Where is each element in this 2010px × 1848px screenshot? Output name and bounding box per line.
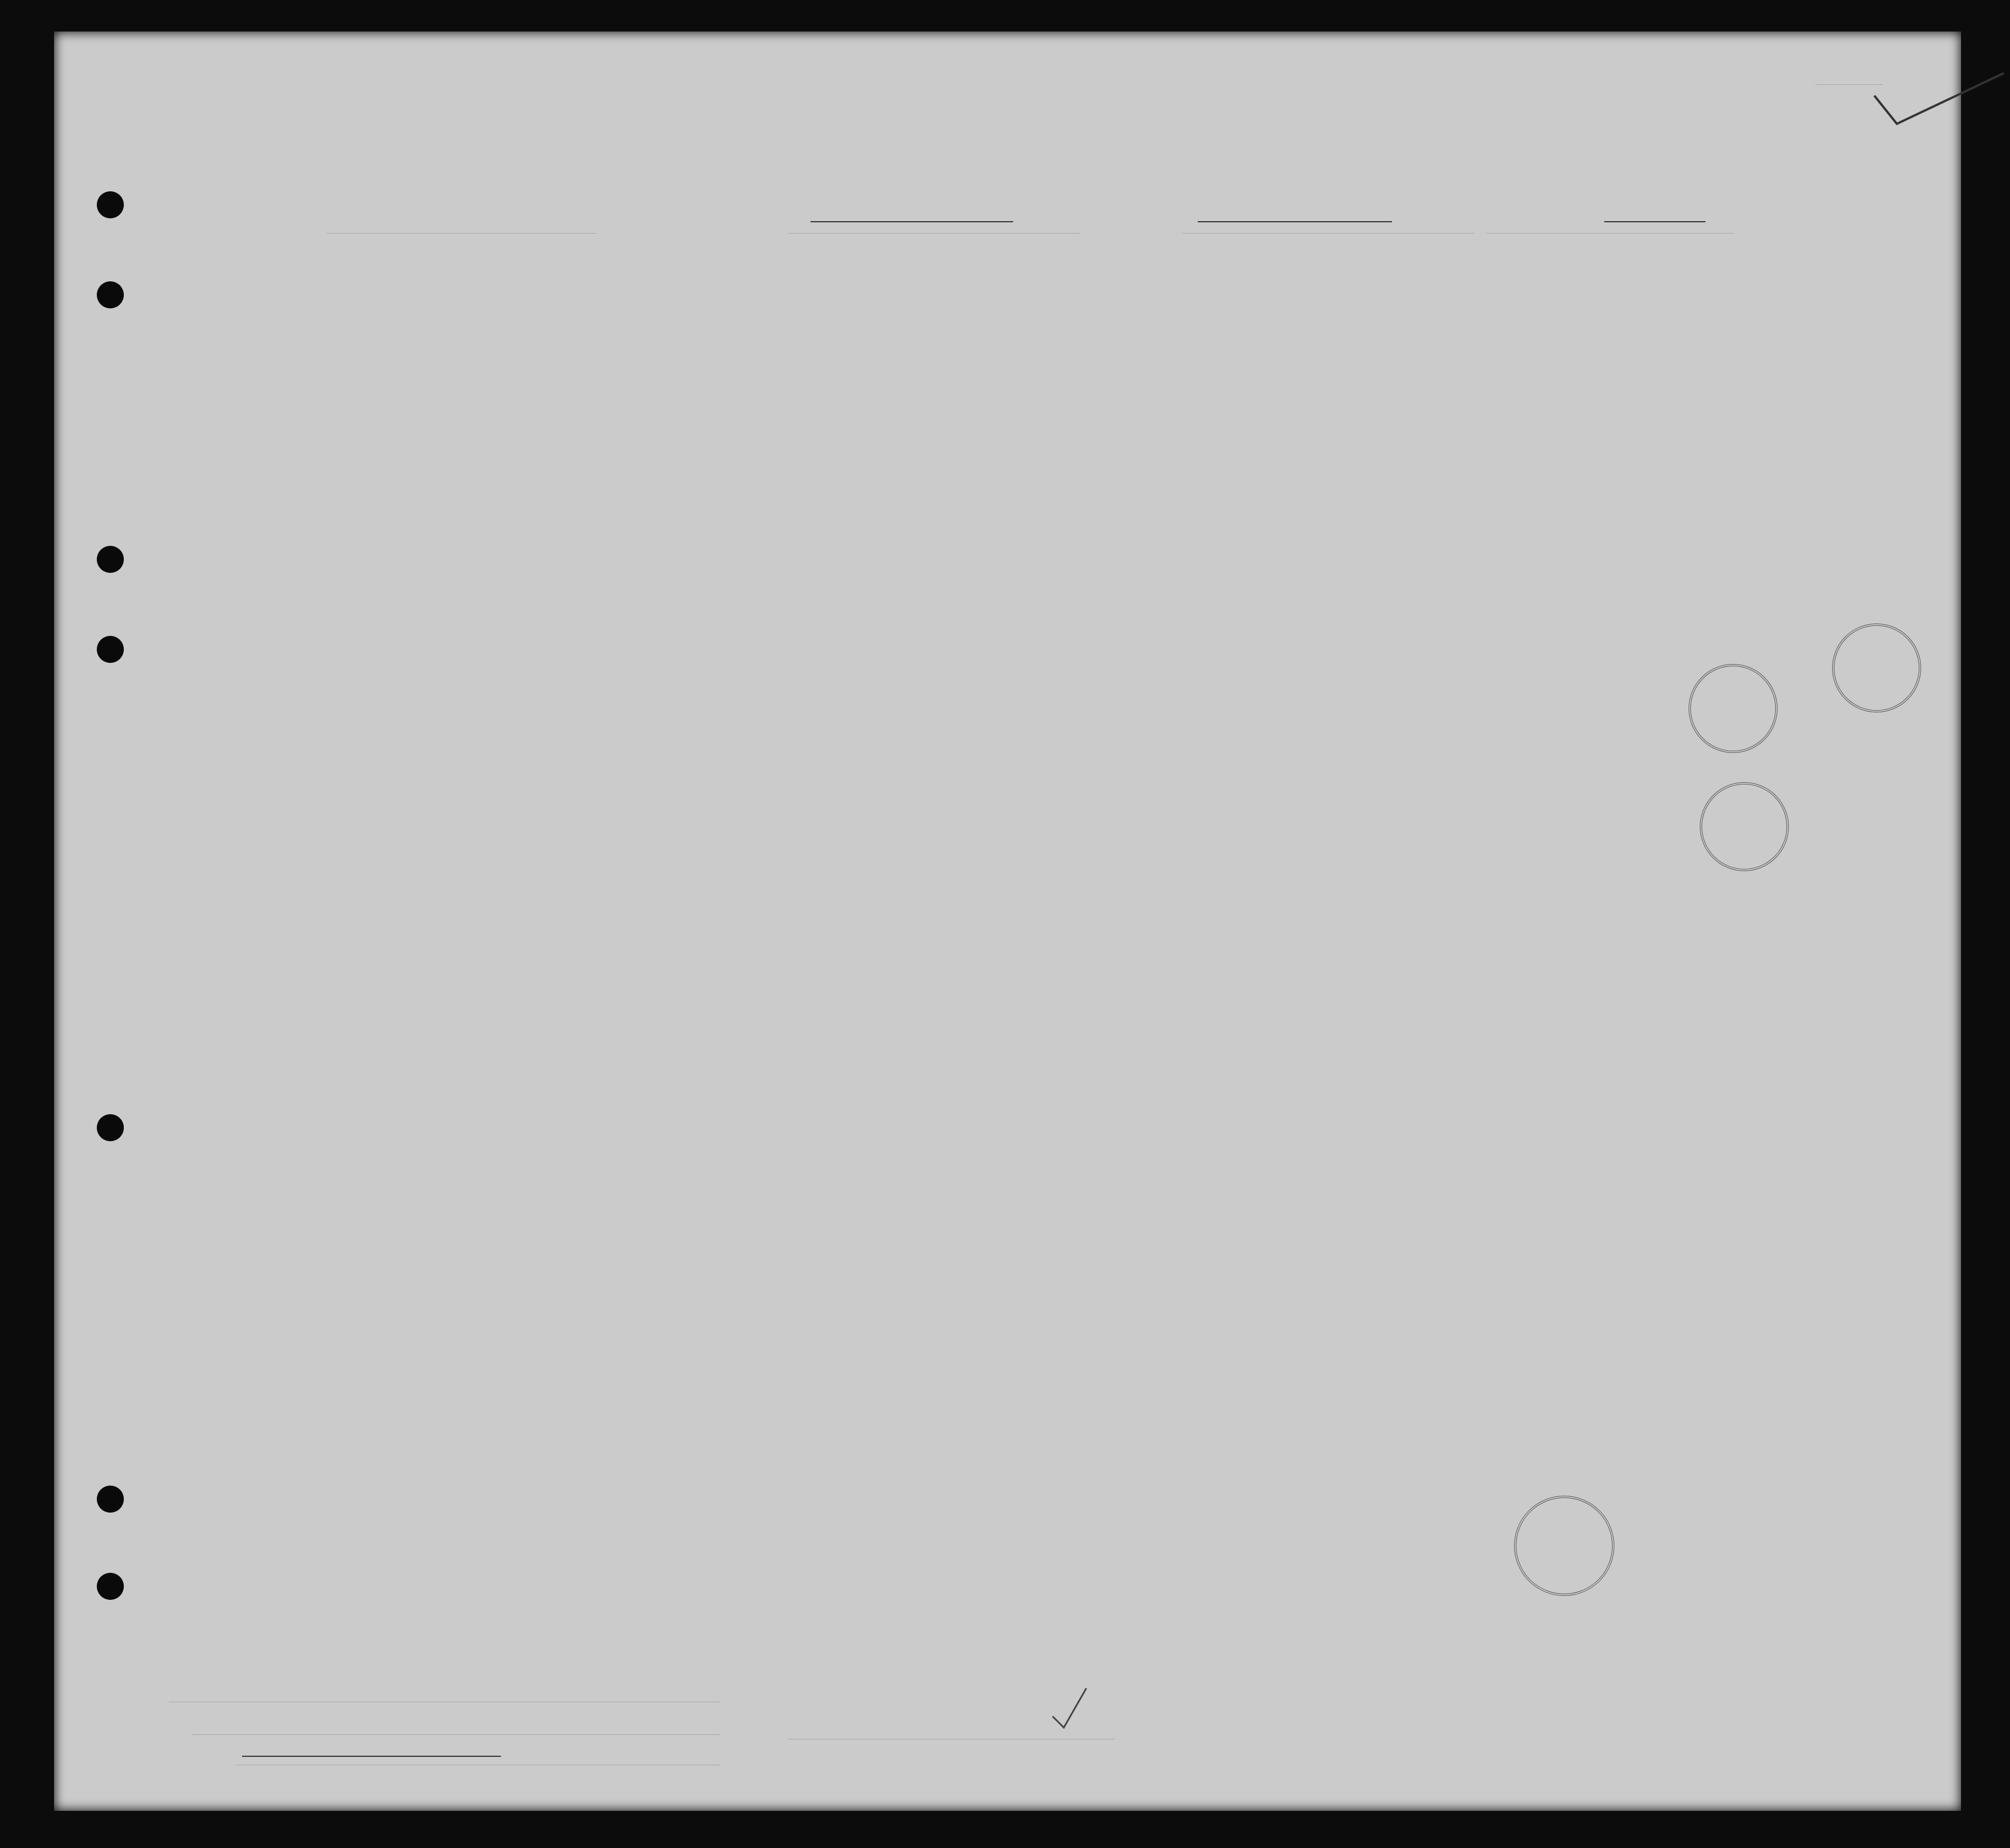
check-mark-icon: [1047, 1683, 1092, 1733]
manifest-sheet: [54, 32, 1961, 1811]
consulate-stamp: [1832, 624, 1921, 712]
punch-hole: [97, 546, 124, 573]
consulate-stamp: [1689, 664, 1778, 753]
punch-hole: [97, 191, 124, 218]
punch-hole: [97, 1573, 124, 1600]
punch-hole: [97, 636, 124, 663]
consulate-stamp: [1700, 782, 1789, 871]
punch-hole: [97, 1114, 124, 1141]
consulate-stamp: [1514, 1496, 1614, 1596]
punch-hole: [97, 281, 124, 308]
check-mark-icon: [1869, 62, 2009, 135]
punch-hole: [97, 1486, 124, 1513]
